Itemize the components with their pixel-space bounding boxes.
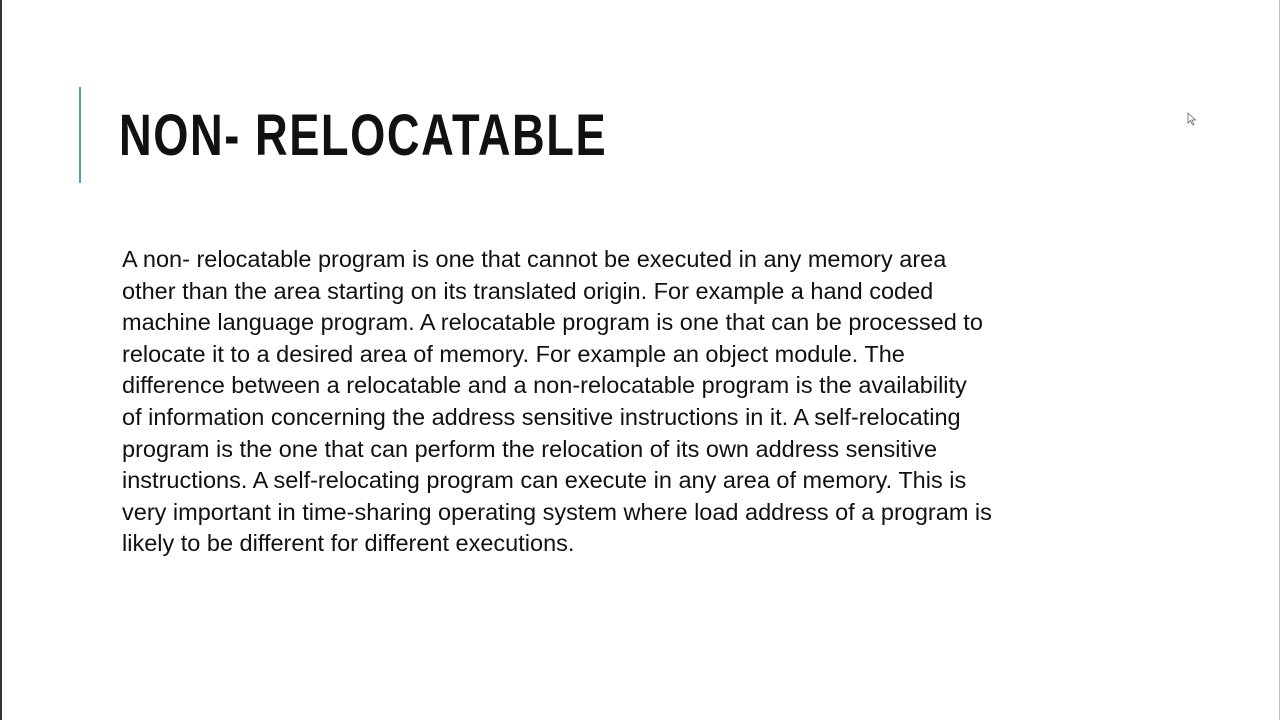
slide-left-border (0, 0, 2, 720)
body-line: other than the area starting on its translated origin. For example a hand coded (122, 277, 934, 304)
body-line: difference between a relocatable and a non-relocatable program is the availability (122, 372, 967, 399)
body-line: A non- relocatable program is one that cannot be executed in any memory area (122, 246, 947, 272)
slide-title: NON- RELOCATABLE (119, 103, 608, 168)
slide-body-text (122, 244, 992, 560)
body-line: relocate it to a desired area of memory. For example an object module. The (122, 340, 905, 367)
body-line: machine language program. A relocatable program is one that can be processed to (122, 309, 983, 336)
body-line: very important in time-sharing operating system where load address of a program is (122, 498, 992, 525)
body-line: instructions. A self-relocating program can execute in any area of memory. This is (122, 467, 967, 494)
body-line: likely to be different for different executions. (122, 530, 575, 557)
body-line: program is the one that can perform the relocation of its own address sensitive (122, 435, 938, 462)
title-accent-bar (79, 87, 81, 183)
mouse-pointer-icon (1187, 112, 1197, 126)
body-line: of information concerning the address sensitive instructions in it. A self-relocating (122, 403, 961, 430)
